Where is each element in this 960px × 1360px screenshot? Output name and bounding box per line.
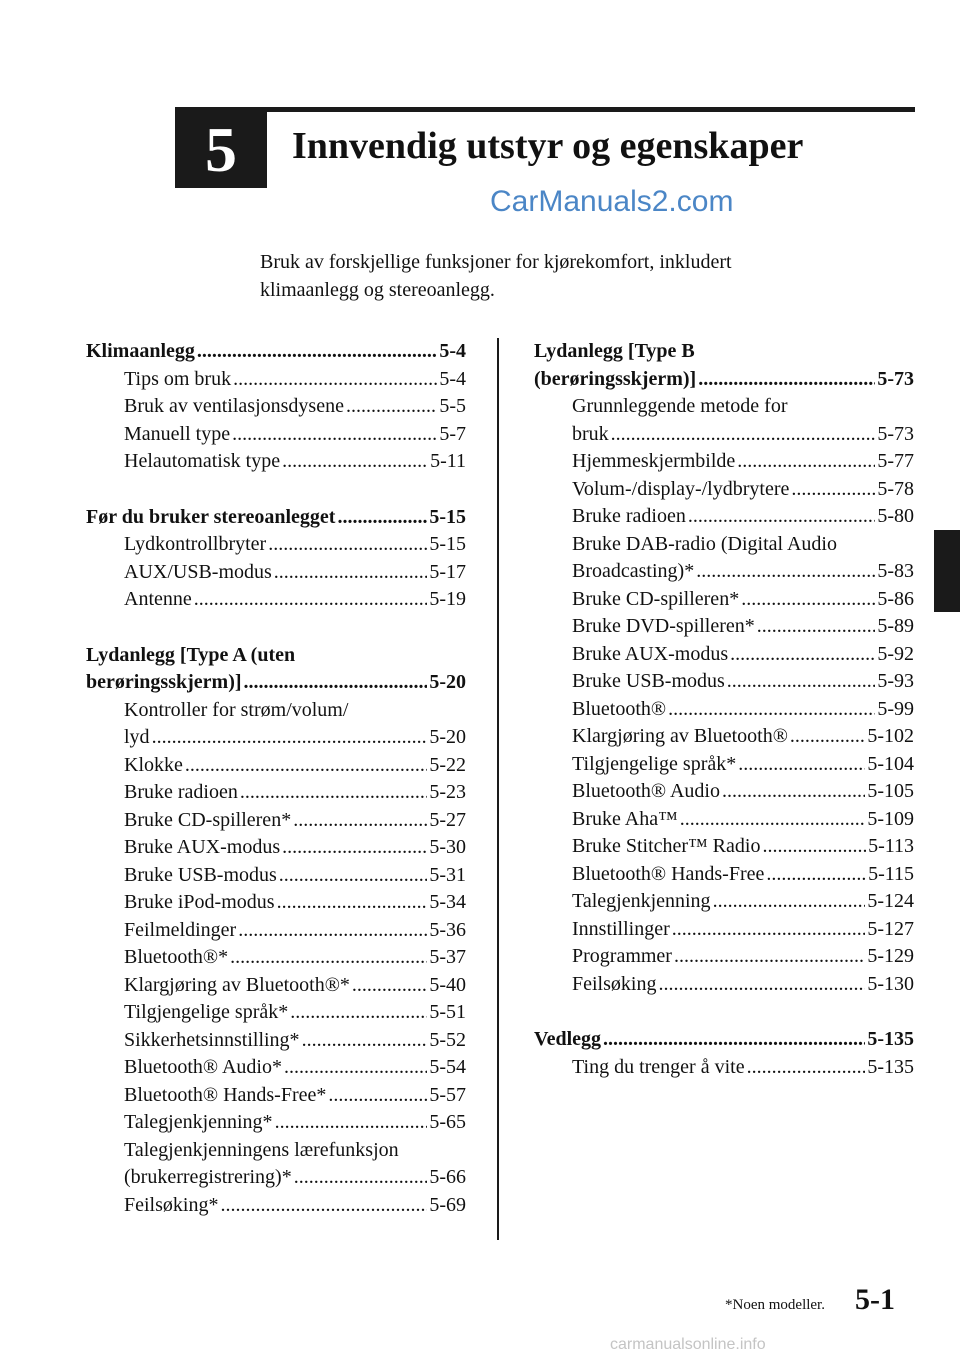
dot-leader [741, 586, 875, 614]
toc-entry[interactable] [86, 834, 466, 862]
toc-label: Broadcasting)* [572, 560, 695, 582]
dot-leader [611, 421, 876, 449]
dot-leader [352, 972, 427, 1000]
toc-entry[interactable] [86, 862, 466, 890]
toc-entry[interactable] [86, 1027, 466, 1055]
toc-entry[interactable] [534, 421, 914, 449]
toc-label: Bluetooth® Audio* [124, 1056, 282, 1078]
page-number: 5-1 [855, 1283, 895, 1316]
toc-page: 5-105 [867, 780, 914, 802]
toc-entry[interactable] [86, 917, 466, 945]
toc-page: 5-130 [867, 972, 914, 995]
dot-leader [197, 338, 437, 366]
toc-page: 5-51 [429, 1001, 466, 1023]
toc-entry[interactable] [534, 778, 914, 806]
toc-entry[interactable] [534, 943, 914, 971]
toc-label: Feilsøking* [124, 1193, 219, 1216]
toc-page: 5-69 [429, 1193, 466, 1216]
toc-page: 5-104 [867, 752, 914, 775]
toc-label: berøringsskjerm)] [86, 671, 242, 693]
dot-leader [737, 448, 875, 476]
dot-leader [688, 503, 875, 531]
dot-leader [194, 586, 428, 614]
toc-label: bruk [572, 422, 609, 445]
toc-page: 5-78 [877, 477, 914, 500]
toc-label: Før du bruker stereoanlegget [86, 505, 336, 528]
toc-section [86, 504, 466, 614]
toc-page: 5-135 [867, 1028, 914, 1050]
dot-leader [672, 916, 866, 944]
toc-page: 5-102 [867, 725, 914, 747]
dot-leader [244, 669, 428, 697]
toc-label: Bruk av ventilasjonsdysene [124, 395, 344, 417]
toc-section [86, 338, 466, 476]
bottom-watermark: carmanualsonline.info [610, 1336, 766, 1353]
toc-page: 5-77 [877, 450, 914, 472]
toc-label: Tilgjengelige språk* [124, 1001, 289, 1023]
dot-leader [328, 1082, 427, 1110]
dot-leader [294, 1164, 428, 1192]
dot-leader [293, 807, 427, 835]
toc-label: Ting du trenger å vite [572, 1055, 745, 1078]
dot-leader [274, 559, 428, 587]
dot-leader [282, 448, 428, 476]
toc-label: Talegjenkjenning* [124, 1111, 273, 1133]
toc-page: 5-127 [867, 917, 914, 940]
toc-label: Tips om bruk [124, 367, 232, 390]
dot-leader [230, 944, 427, 972]
dot-leader [680, 806, 866, 834]
toc-entry[interactable] [86, 724, 466, 752]
toc-entry[interactable] [534, 641, 914, 669]
toc-label: Feilmeldinger [124, 918, 237, 941]
toc-page: 5-15 [429, 533, 466, 555]
dot-leader [730, 641, 875, 669]
toc-label: Talegjenkjenning [572, 890, 711, 912]
dot-leader [738, 751, 865, 779]
toc-entry[interactable] [534, 916, 914, 944]
toc-entry[interactable] [534, 806, 914, 834]
toc-label: Bruke DVD-spilleren* [572, 615, 755, 637]
toc-entry[interactable] [534, 861, 914, 889]
dot-leader [696, 558, 875, 586]
dot-leader [791, 476, 875, 504]
toc-page: 5-83 [877, 560, 914, 582]
toc-label: Vedlegg [534, 1028, 602, 1050]
toc-entry[interactable] [534, 586, 914, 614]
dot-leader [282, 834, 427, 862]
toc-label: Bruke iPod-modus [124, 891, 275, 913]
toc-label: Klargjøring av Bluetooth®* [124, 973, 350, 996]
toc-label: lyd [124, 726, 150, 748]
toc-label: Bruke Aha™ [572, 807, 678, 830]
toc-entry-line: Kontroller for strøm/volum/ [124, 698, 349, 721]
toc-label: Sikkerhetsinnstilling* [124, 1028, 300, 1051]
column-divider [497, 338, 499, 1240]
toc-entry[interactable] [86, 448, 466, 476]
toc-label: Bluetooth® Hands-Free* [124, 1083, 327, 1106]
dot-leader [698, 366, 875, 394]
toc-label: Lydkontrollbryter [124, 533, 267, 555]
dot-leader [290, 999, 427, 1027]
toc-entry[interactable] [534, 476, 914, 504]
toc-label: Bluetooth® Hands-Free [572, 862, 765, 885]
toc-entry-line: Grunnleggende metode for [572, 395, 788, 417]
toc-page: 5-113 [868, 835, 914, 857]
dot-leader [277, 889, 428, 917]
toc-heading[interactable] [86, 504, 466, 532]
toc-page: 5-22 [429, 753, 466, 776]
chapter-intro [260, 248, 860, 304]
toc-heading[interactable] [534, 1026, 914, 1054]
toc-section [86, 642, 466, 1220]
dot-leader [722, 778, 865, 806]
toc-entry[interactable] [534, 448, 914, 476]
toc-page: 5-27 [429, 808, 466, 831]
toc-page: 5-36 [429, 918, 466, 941]
toc-page: 5-40 [429, 973, 466, 996]
toc-page: 5-34 [429, 891, 466, 913]
dot-leader [668, 696, 875, 724]
toc-entry[interactable] [534, 971, 914, 999]
toc-label: Bruke CD-spilleren* [572, 587, 740, 610]
toc-page: 5-124 [867, 890, 914, 912]
toc-page: 5-19 [429, 588, 466, 610]
footnote: *Noen modeller. [725, 1297, 825, 1313]
toc-entry-line: Talegjenkjenningens lærefunksjon [124, 1138, 399, 1161]
dot-leader [337, 504, 427, 532]
toc-section [534, 1026, 914, 1081]
dot-leader [240, 779, 427, 807]
toc-label: Bruke AUX-modus [572, 642, 729, 665]
toc-heading[interactable] [86, 338, 466, 366]
chapter-number-box [175, 112, 267, 188]
toc-page: 5-73 [877, 367, 914, 390]
toc-page: 5-31 [429, 863, 466, 886]
toc-page: 5-37 [429, 946, 466, 968]
toc-page: 5-5 [439, 395, 466, 417]
toc-page: 5-66 [429, 1166, 466, 1188]
toc-page: 5-109 [867, 807, 914, 830]
toc-page: 5-4 [439, 340, 466, 362]
dot-leader [603, 1026, 865, 1054]
toc-entry[interactable] [534, 668, 914, 696]
toc-label: Bruke USB-modus [124, 863, 277, 886]
toc-label: Bruke Stitcher™ Radio [572, 835, 761, 857]
toc-label: Bruke USB-modus [572, 670, 725, 692]
dot-leader [238, 917, 427, 945]
toc-label: Bruke CD-spilleren* [124, 808, 292, 831]
toc-entry[interactable] [534, 1054, 914, 1082]
toc-entry[interactable] [534, 888, 914, 916]
toc-page: 5-73 [877, 422, 914, 445]
toc-page: 5-92 [877, 642, 914, 665]
dot-leader [757, 613, 876, 641]
toc-page: 5-17 [429, 560, 466, 583]
toc-label: Bluetooth® Audio [572, 780, 720, 802]
dot-leader [727, 668, 876, 696]
intro-line: klimaanlegg og stereoanlegg. [260, 279, 495, 301]
toc-entry[interactable] [86, 889, 466, 917]
toc-section [534, 338, 914, 998]
dot-leader [233, 366, 437, 394]
toc-heading[interactable] [86, 669, 466, 697]
toc-entry[interactable] [86, 1109, 466, 1137]
intro-line: Bruk av forskjellige funksjoner for kjørekomfort, inkludert [260, 251, 732, 273]
dot-leader [279, 862, 428, 890]
toc-label: Hjemmeskjermbilde [572, 450, 736, 472]
toc-entry-line: Lydanlegg [Type A (uten [86, 643, 296, 666]
toc-page: 5-129 [867, 945, 914, 967]
dot-leader [152, 724, 428, 752]
toc-entry[interactable] [534, 503, 914, 531]
toc-label: Bluetooth® [572, 697, 667, 720]
toc-entry[interactable] [86, 1192, 466, 1220]
chapter-title: Innvendig utstyr og egenskaper [292, 125, 804, 167]
toc-page: 5-20 [429, 726, 466, 748]
chapter-thumb-tab [934, 530, 960, 612]
toc-entry[interactable] [86, 586, 466, 614]
toc-page: 5-99 [877, 697, 914, 720]
toc-entry[interactable] [86, 944, 466, 972]
dot-leader [674, 943, 865, 971]
dot-leader [346, 393, 437, 421]
toc-label: Bluetooth®* [124, 946, 229, 968]
toc-label: Volum-/display-/lydbrytere [572, 477, 790, 500]
toc-right-column [534, 338, 914, 1109]
toc-page: 5-4 [439, 367, 466, 390]
toc-entry[interactable] [534, 723, 914, 751]
toc-page: 5-80 [877, 505, 914, 527]
toc-entry[interactable] [86, 1164, 466, 1192]
toc-entry[interactable] [534, 613, 914, 641]
watermark: CarManuals2.com [490, 185, 734, 218]
toc-entry[interactable] [86, 366, 466, 394]
toc-entry-line: Bruke DAB-radio (Digital Audio [572, 532, 837, 555]
toc-page: 5-7 [439, 422, 466, 445]
dot-leader [185, 752, 427, 780]
dot-leader [713, 888, 866, 916]
toc-label: Klargjøring av Bluetooth® [572, 725, 788, 747]
toc-page: 5-15 [429, 505, 466, 528]
toc-entry[interactable] [534, 696, 914, 724]
dot-leader [790, 723, 865, 751]
toc-label: Feilsøking [572, 972, 657, 995]
toc-entry[interactable] [86, 752, 466, 780]
toc-entry[interactable] [86, 1082, 466, 1110]
toc-entry[interactable] [534, 558, 914, 586]
toc-label: Klimaanlegg [86, 340, 195, 362]
toc-entry[interactable] [534, 833, 914, 861]
chapter-header-rule [175, 107, 915, 112]
toc-label: AUX/USB-modus [124, 560, 272, 583]
toc-entry[interactable] [86, 1054, 466, 1082]
toc-entry[interactable] [86, 807, 466, 835]
dot-leader [275, 1109, 428, 1137]
toc-label: Antenne [124, 588, 192, 610]
toc-label: Tilgjengelige språk* [572, 752, 737, 775]
toc-page: 5-135 [867, 1055, 914, 1078]
toc-page: 5-20 [429, 671, 466, 693]
toc-label: Programmer [572, 945, 672, 967]
dot-leader [284, 1054, 427, 1082]
toc-entry[interactable] [86, 779, 466, 807]
toc-label: Helautomatisk type [124, 450, 281, 472]
toc-page: 5-57 [429, 1083, 466, 1106]
toc-label: Bruke AUX-modus [124, 836, 281, 858]
toc-page: 5-54 [429, 1056, 466, 1078]
dot-leader [766, 861, 866, 889]
toc-entry[interactable] [86, 559, 466, 587]
toc-entry[interactable] [86, 421, 466, 449]
dot-leader [232, 421, 437, 449]
chapter-number: 5 [205, 114, 237, 185]
toc-label: Innstillinger [572, 917, 670, 940]
toc-label: Klokke [124, 753, 183, 776]
toc-page: 5-89 [877, 615, 914, 637]
toc-page: 5-11 [430, 450, 466, 472]
dot-leader [302, 1027, 428, 1055]
toc-entry[interactable] [86, 999, 466, 1027]
toc-entry[interactable] [86, 531, 466, 559]
toc-page: 5-86 [877, 587, 914, 610]
dot-leader [762, 833, 866, 861]
toc-page: 5-93 [877, 670, 914, 692]
toc-page: 5-52 [429, 1028, 466, 1051]
toc-entry[interactable] [86, 393, 466, 421]
dot-leader [268, 531, 427, 559]
toc-page: 5-23 [429, 781, 466, 803]
dot-leader [747, 1054, 866, 1082]
toc-entry[interactable] [534, 751, 914, 779]
toc-entry-line: Lydanlegg [Type B [534, 340, 695, 362]
toc-label: Bruke radioen [124, 781, 238, 803]
toc-page: 5-65 [429, 1111, 466, 1133]
toc-label: (brukerregistrering)* [124, 1166, 292, 1188]
toc-entry[interactable] [86, 972, 466, 1000]
dot-leader [220, 1192, 427, 1220]
dot-leader [658, 971, 865, 999]
toc-page: 5-115 [868, 862, 914, 885]
toc-page: 5-30 [429, 836, 466, 858]
toc-left-column [86, 338, 466, 1247]
toc-label: Bruke radioen [572, 505, 686, 527]
toc-label: Manuell type [124, 422, 231, 445]
toc-heading[interactable] [534, 366, 914, 394]
toc-label: (berøringsskjerm)] [534, 367, 697, 390]
